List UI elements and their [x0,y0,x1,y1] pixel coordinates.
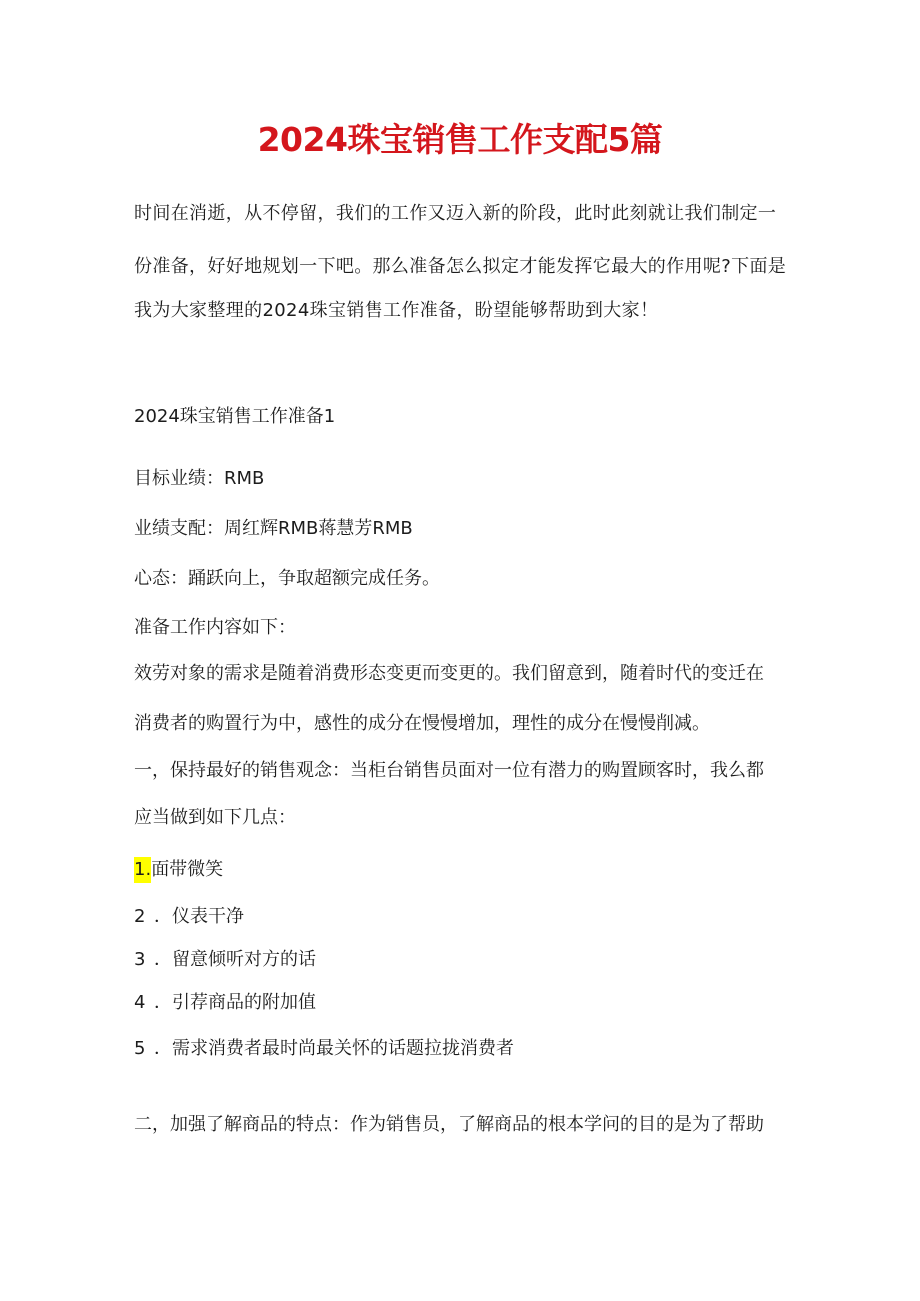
section-heading: 2024珠宝销售工作准备1 [134,406,336,427]
list-item-number: 5 [134,1038,146,1059]
list-item-text: 面带微笑 [151,859,224,880]
intro-line-1: 时间在消逝，从不停留，我们的工作又迈入新的阶段，此时此刻就让我们制定一 [134,203,777,224]
para1-line-1: 效劳对象的需求是随着消费形态变更而变更的。我们留意到，随着时代的变迁在 [134,663,764,684]
para1-line-2: 消费者的购置行为中，感性的成分在慢慢增加，理性的成分在慢慢削减。 [134,713,710,734]
list-item-number: 4 [134,992,146,1013]
point1-line-2: 应当做到如下几点： [134,807,296,828]
allocation-line: 业绩支配：周红辉RMB蒋慧芳RMB [134,518,413,539]
list-item-text: ．留意倾听对方的话 [154,949,316,970]
list-item [134,857,223,883]
point2-line: 二，加强了解商品的特点：作为销售员，了解商品的根本学问的目的是为了帮助 [134,1114,764,1135]
intro-line-2: 份准备，好好地规划一下吧。那么准备怎么拟定才能发挥它最大的作用呢?下面是 [134,256,787,277]
list-item [134,904,244,930]
document-title: 2024珠宝销售工作支配5篇 [257,120,663,159]
list-item-text: ．需求消费者最时尚最关怀的话题拉拢消费者 [154,1038,514,1059]
target-line: 目标业绩：RMB [134,468,265,489]
list-item-number: 2 [134,906,146,927]
list-item-text: ．引荐商品的附加值 [154,992,316,1013]
point1-line-1: 一，保持最好的销售观念：当柜台销售员面对一位有潜力的购置顾客时，我么都 [134,760,764,781]
list-item [134,1036,514,1062]
list-item [134,947,316,973]
prep-heading: 准备工作内容如下： [134,617,296,638]
mindset-line: 心态：踊跃向上，争取超额完成任务。 [134,568,440,589]
list-item [134,990,316,1016]
list-item-number: 3 [134,949,146,970]
intro-line-3: 我为大家整理的2024珠宝销售工作准备，盼望能够帮助到大家！ [134,300,659,321]
list-item-text: ．仪表干净 [154,906,244,927]
list-item-number: 1. [134,857,151,883]
